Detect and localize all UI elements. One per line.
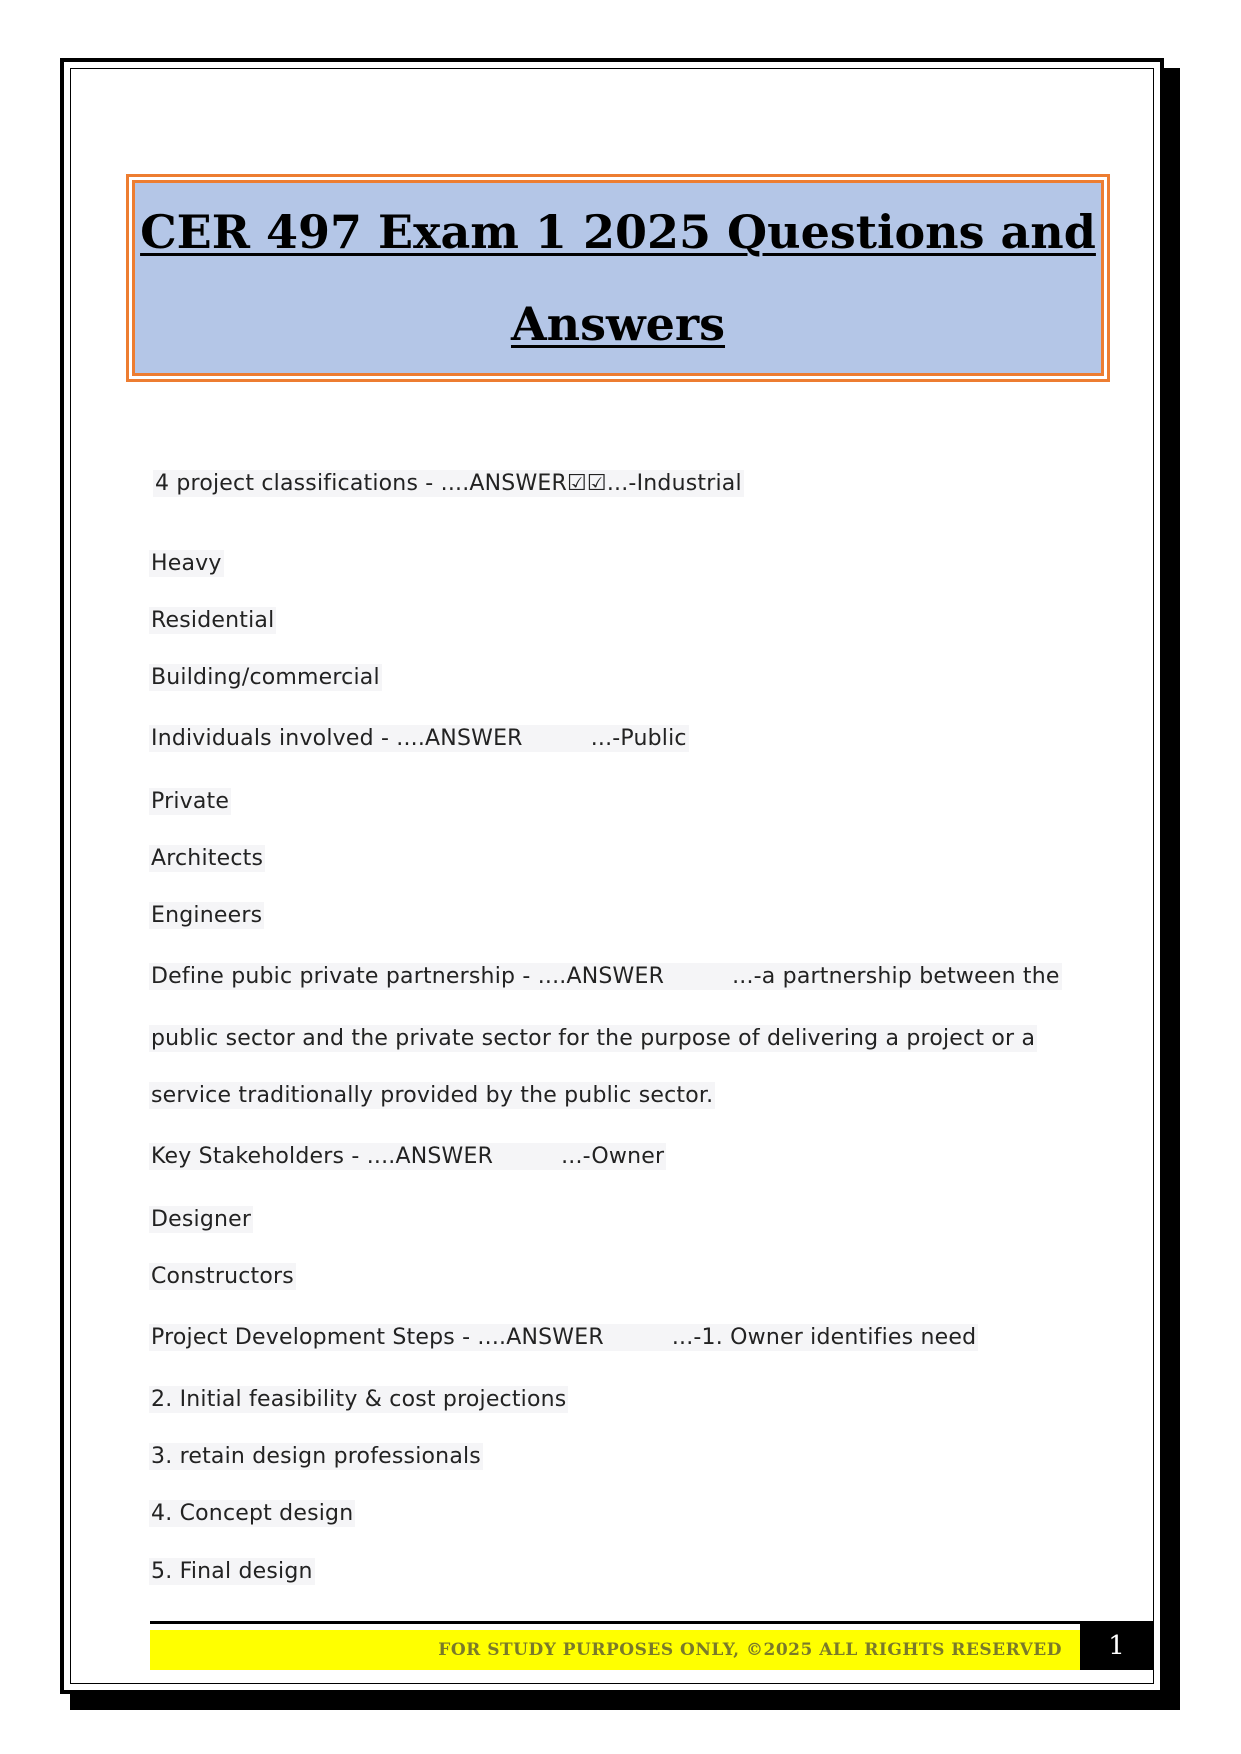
question-text: Define pubic private partnership - ....ANSWER [151, 964, 665, 989]
answer-text: ...-1. Owner identifies need [671, 1325, 977, 1350]
answer-step-4: 4. Concept design [151, 1501, 354, 1526]
answer-step-3: 3. retain design professionals [151, 1444, 481, 1469]
answer-residential: Residential [151, 608, 275, 633]
answer-continuation-2: service traditionally provided by the public sector. [151, 1083, 714, 1108]
question-key-stakeholders [149, 1143, 666, 1170]
footer-band [150, 1630, 1080, 1670]
title-box [126, 174, 1110, 382]
footer-rule [150, 1621, 1080, 1624]
answer-architects: Architects [151, 846, 264, 871]
answer-constructors: Constructors [151, 1264, 294, 1289]
question-text: Key Stakeholders - ....ANSWER [151, 1144, 494, 1169]
question-individuals-involved [149, 725, 689, 752]
page-number: 1 [1080, 1621, 1153, 1670]
answer-text: ...-Public [590, 726, 687, 751]
answer-designer: Designer [151, 1207, 252, 1232]
question-public-private-partnership [149, 963, 1062, 990]
question-text: Individuals involved - ....ANSWER [151, 726, 523, 751]
answer-step-5: 5. Final design [151, 1559, 313, 1584]
answer-step-2: 2. Initial feasibility & cost projections [151, 1387, 567, 1412]
title-box-inner [132, 180, 1104, 376]
answer-engineers: Engineers [151, 903, 263, 928]
footer-copyright-text: FOR STUDY PURPOSES ONLY, ©2025 ALL RIGHTS RESERVED [438, 1640, 1062, 1660]
question-text: Project Development Steps - ....ANSWER [151, 1325, 604, 1350]
answer-text: ...-Owner [561, 1144, 665, 1169]
question-project-classifications: 4 project classifications - ....ANSWER☑☑...-Industrial [155, 471, 742, 496]
answer-continuation-1: public sector and the private sector for the purpose of delivering a project or a [151, 1026, 1036, 1051]
answer-private: Private [151, 789, 230, 814]
question-project-development-steps [149, 1324, 978, 1351]
document-title-line-1: CER 497 Exam 1 2025 Questions and [140, 205, 1096, 259]
answer-building-commercial: Building/commercial [151, 665, 380, 690]
document-title-line-2: Answers [510, 297, 726, 351]
answer-heavy: Heavy [151, 551, 222, 576]
answer-text: ...-a partnership between the [732, 964, 1060, 989]
